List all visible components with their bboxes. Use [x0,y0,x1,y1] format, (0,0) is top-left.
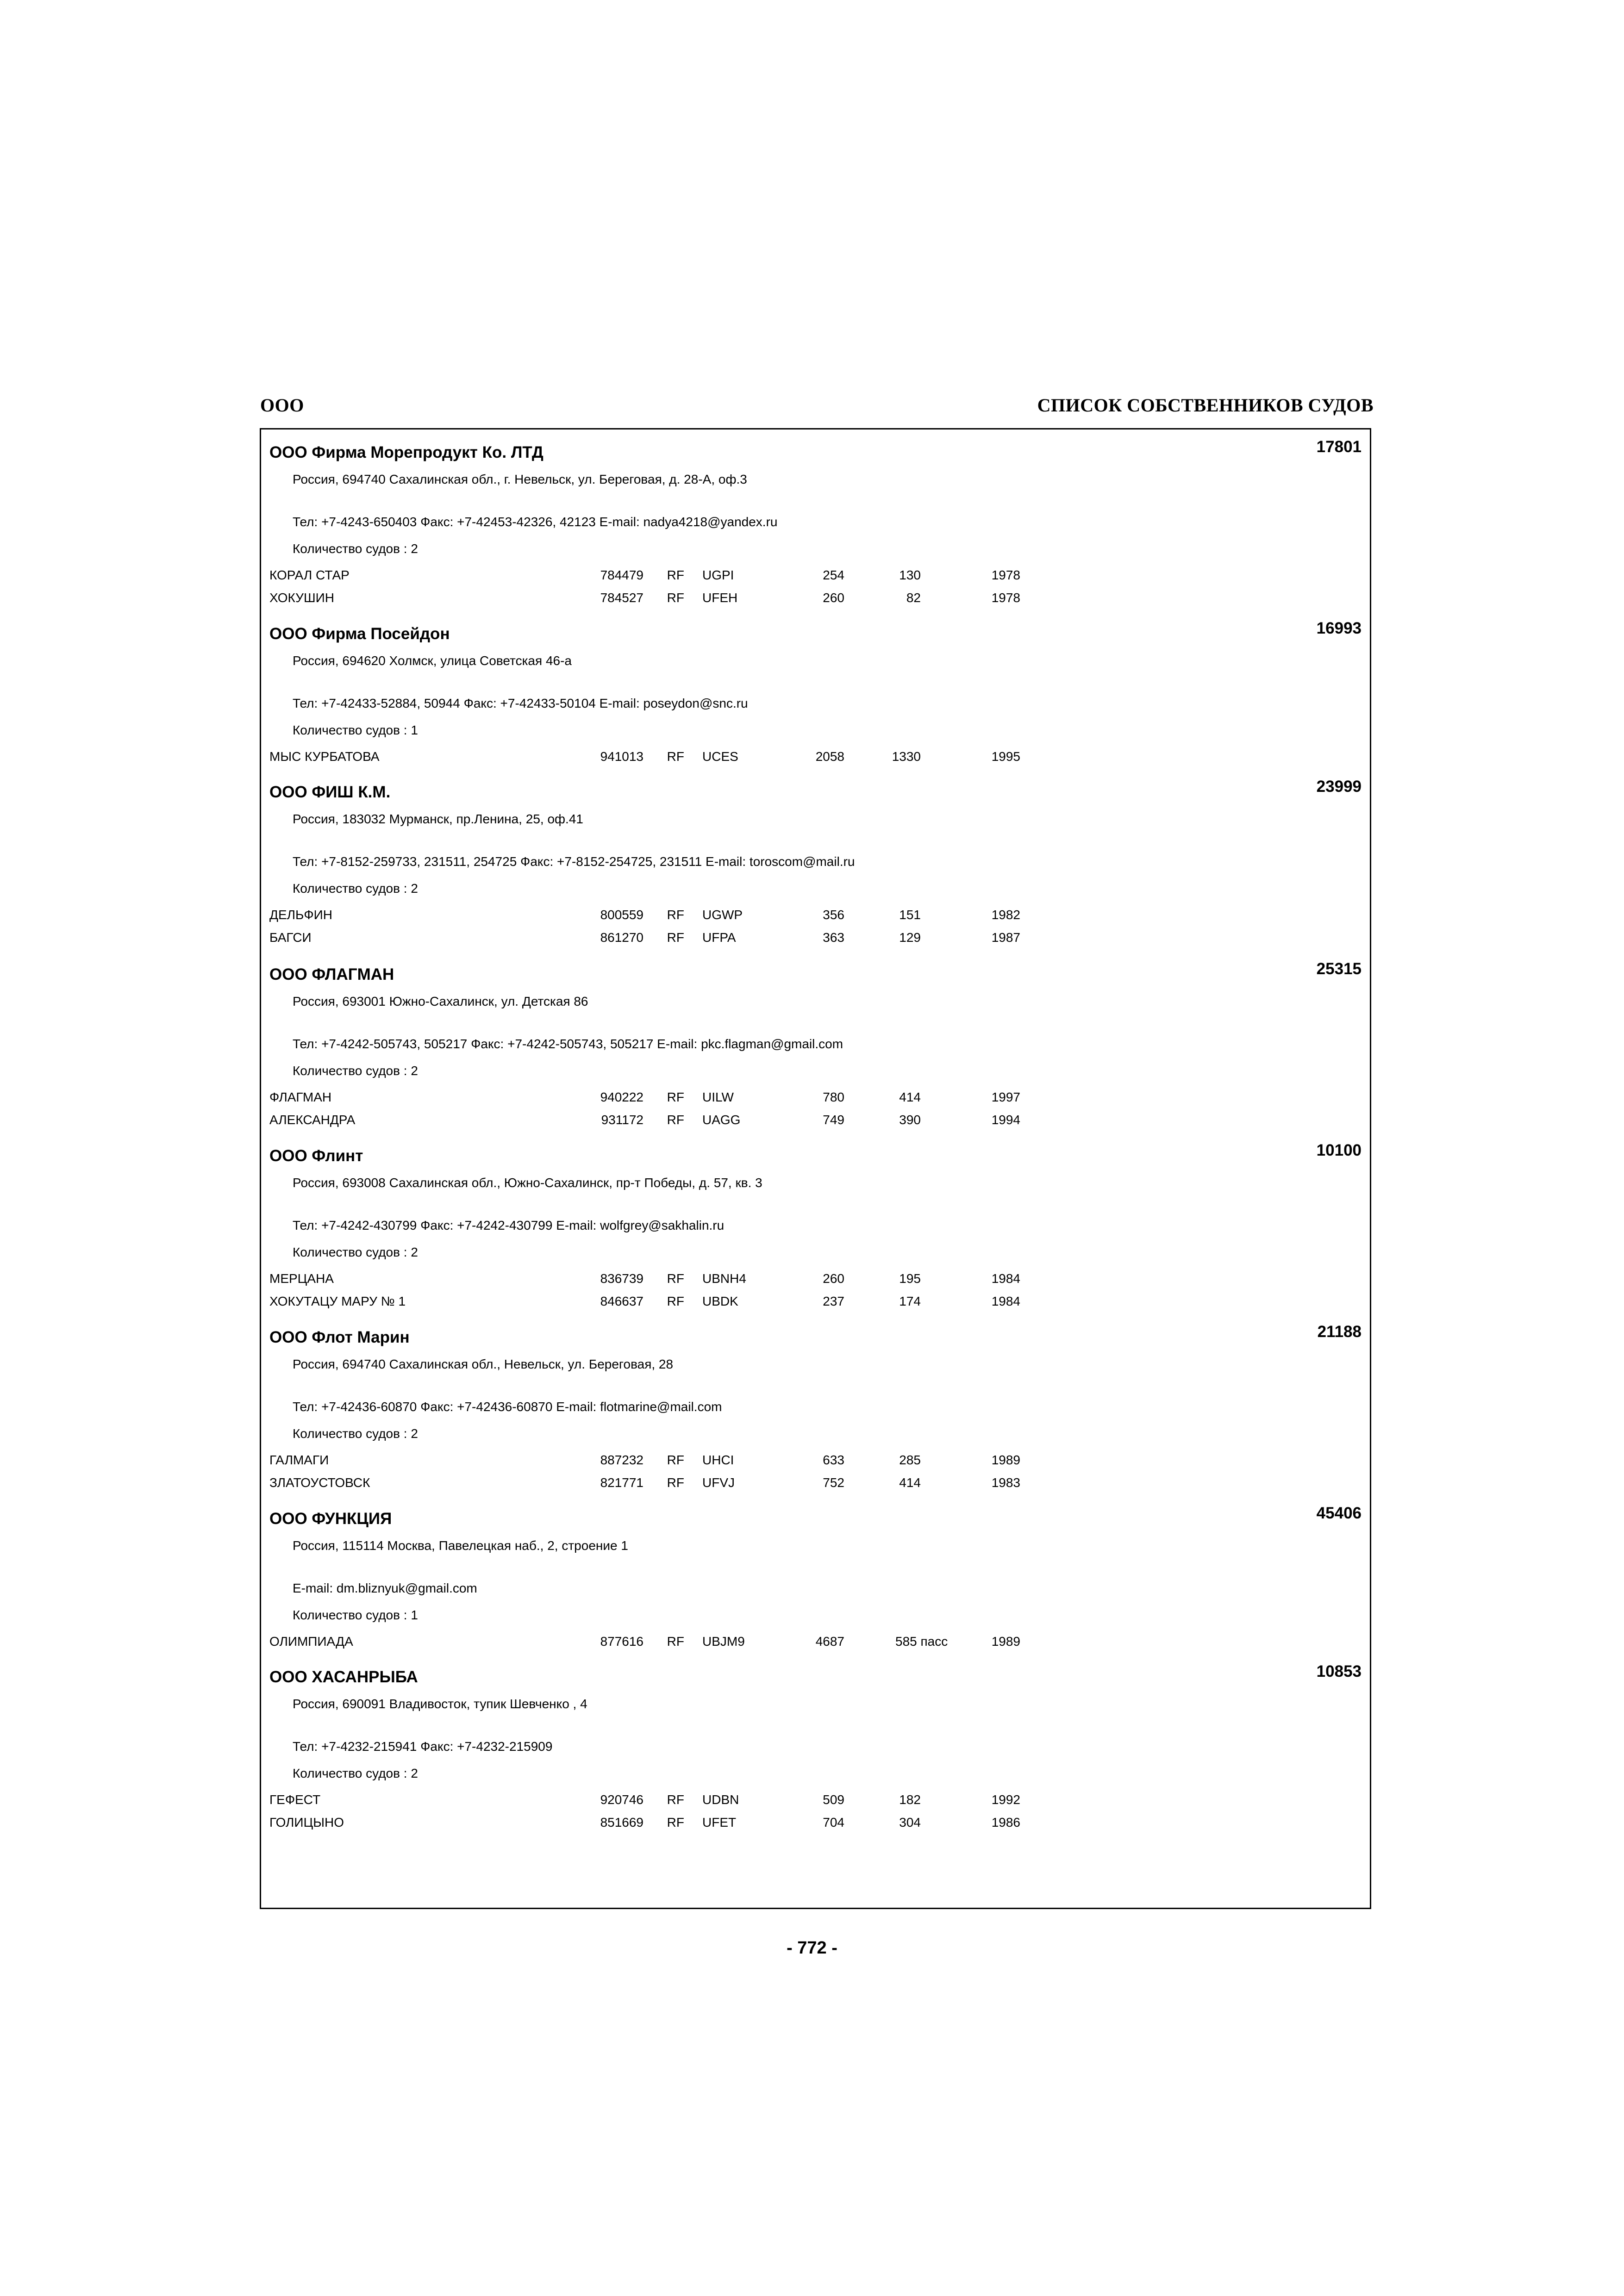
ship-flag: RF [667,749,684,764]
ship-name: ГАЛМАГИ [269,1453,329,1467]
ship-gross-tonnage: 260 [823,591,844,605]
ship-deadweight: 414 [899,1090,921,1104]
company-entry [261,1654,1370,1836]
ship-row [261,1815,1370,1836]
ship-flag: RF [667,1090,684,1104]
company-address: Россия, 693001 Южно-Сахалинск, ул. Детская 86 [293,994,588,1008]
ship-year: 1983 [991,1475,1020,1490]
ship-deadweight: 151 [899,908,921,922]
company-contacts: Тел: +7-4242-505743, 505217 Факс: +7-4242-505743, 505217 E-mail: pkc.flagman@gmail.com [293,1037,843,1051]
ship-flag: RF [667,1271,684,1286]
ship-gross-tonnage: 749 [823,1113,844,1127]
company-name: ООО ФУНКЦИЯ [269,1510,392,1528]
ship-deadweight: 130 [899,568,921,582]
ship-row [261,1634,1370,1655]
ship-gross-tonnage: 2058 [815,749,844,764]
ship-year: 1989 [991,1453,1020,1467]
ship-flag: RF [667,1475,684,1490]
ship-deadweight: 414 [899,1475,921,1490]
company-id: 45406 [1316,1504,1362,1522]
ship-gross-tonnage: 254 [823,568,844,582]
company-name: ООО ФЛАГМАН [269,965,394,983]
ship-callsign: UGWP [702,908,743,922]
ship-gross-tonnage: 260 [823,1271,844,1286]
company-id: 16993 [1316,619,1362,637]
ship-deadweight: 174 [899,1294,921,1308]
running-header-title: СПИСОК СОБСТВЕННИКОВ СУДОВ [1037,395,1374,416]
ship-row [261,908,1370,928]
ship-name: ХОКУШИН [269,591,334,605]
company-id: 23999 [1316,778,1362,796]
ship-count: Количество судов : 1 [293,723,418,737]
ship-year: 1978 [991,591,1020,605]
ship-callsign: UBDK [702,1294,738,1308]
ship-deadweight: 82 [906,591,921,605]
ship-flag: RF [667,1634,684,1649]
ship-callsign: UAGG [702,1113,741,1127]
ship-gross-tonnage: 633 [823,1453,844,1467]
ship-year: 1995 [991,749,1020,764]
ship-number: 800559 [600,908,643,922]
ship-name: ГЕФЕСТ [269,1792,321,1807]
ship-gross-tonnage: 4687 [815,1634,844,1649]
ship-row [261,1792,1370,1813]
ship-flag: RF [667,1453,684,1467]
ship-name: ФЛАГМАН [269,1090,332,1104]
ship-number: 784527 [600,591,643,605]
ship-deadweight: 304 [899,1815,921,1829]
ship-name: КОРАЛ СТАР [269,568,350,582]
ship-gross-tonnage: 509 [823,1792,844,1807]
page-number: - 772 - [787,1938,837,1958]
ship-callsign: UCES [702,749,738,764]
ship-name: ЗЛАТОУСТОВСК [269,1475,370,1490]
ship-number: 940222 [600,1090,643,1104]
ship-gross-tonnage: 752 [823,1475,844,1490]
ship-row [261,568,1370,588]
company-id: 17801 [1316,438,1362,456]
ship-count: Количество судов : 2 [293,1426,418,1441]
ship-year: 1992 [991,1792,1020,1807]
company-id: 25315 [1316,960,1362,978]
company-name: ООО Фирма Морепродукт Ко. ЛТД [269,443,543,461]
ship-deadweight: 1330 [892,749,921,764]
company-id: 10853 [1316,1662,1362,1680]
ship-callsign: UFPA [702,930,736,945]
ship-count: Количество судов : 1 [293,1608,418,1622]
ship-name: АЛЕКСАНДРА [269,1113,356,1127]
ship-callsign: UDBN [702,1792,739,1807]
ship-callsign: UGPI [702,568,734,582]
company-id: 10100 [1316,1141,1362,1159]
ship-year: 1978 [991,568,1020,582]
company-id: 21188 [1317,1323,1362,1341]
running-header-left: ООО [260,395,304,416]
ship-number: 931172 [601,1113,643,1127]
ship-year: 1986 [991,1815,1020,1829]
ship-row [261,1090,1370,1110]
ship-row [261,1475,1370,1496]
ship-gross-tonnage: 780 [823,1090,844,1104]
ship-year: 1984 [991,1294,1020,1308]
ship-deadweight: 129 [899,930,921,945]
ship-name: ГОЛИЦЫНО [269,1815,344,1829]
company-contacts: E-mail: dm.bliznyuk@gmail.com [293,1581,477,1595]
owners-list-frame [260,428,1371,1909]
ship-row [261,1294,1370,1314]
ship-count: Количество судов : 2 [293,1245,418,1259]
company-entry [261,1133,1370,1314]
ship-year: 1984 [991,1271,1020,1286]
ship-row [261,1271,1370,1292]
ship-number: 941013 [600,749,643,764]
company-name: ООО ФИШ К.М. [269,783,391,801]
ship-callsign: UFVJ [702,1475,735,1490]
company-contacts: Тел: +7-42433-52884, 50944 Факс: +7-42433-50104 E-mail: poseydon@snc.ru [293,696,748,710]
company-name: ООО Фирма Посейдон [269,625,450,643]
company-address: Россия, 693008 Сахалинская обл., Южно-Сахалинск, пр-т Победы, д. 57, кв. 3 [293,1176,762,1190]
ship-year: 1994 [991,1113,1020,1127]
ship-year: 1989 [991,1634,1020,1649]
company-entry [261,429,1370,611]
ship-row [261,1453,1370,1473]
ship-number: 846637 [600,1294,643,1308]
ship-gross-tonnage: 356 [823,908,844,922]
ship-flag: RF [667,908,684,922]
ship-year: 1987 [991,930,1020,945]
company-entry [261,611,1370,792]
ship-row [261,749,1370,770]
ship-number: 851669 [600,1815,643,1829]
ship-number: 920746 [600,1792,643,1807]
ship-name: ХОКУТАЦУ МАРУ № 1 [269,1294,406,1308]
ship-callsign: UHCI [702,1453,734,1467]
ship-row [261,591,1370,611]
ship-gross-tonnage: 704 [823,1815,844,1829]
ship-number: 784479 [600,568,643,582]
ship-name: МЫС КУРБАТОВА [269,749,380,764]
ship-flag: RF [667,1792,684,1807]
ship-flag: RF [667,591,684,605]
ship-row [261,1113,1370,1133]
ship-gross-tonnage: 363 [823,930,844,945]
ship-count: Количество судов : 2 [293,1064,418,1078]
ship-callsign: UBNH4 [702,1271,746,1286]
ship-number: 861270 [600,930,643,945]
ship-count: Количество судов : 2 [293,881,418,896]
ship-deadweight: 195 [899,1271,921,1286]
company-contacts: Тел: +7-4232-215941 Факс: +7-4232-215909 [293,1739,553,1754]
ship-name: МЕРЦАНА [269,1271,334,1286]
ship-year: 1997 [991,1090,1020,1104]
ship-row [261,930,1370,951]
ship-number: 821771 [600,1475,643,1490]
ship-flag: RF [667,568,684,582]
ship-name: БАГСИ [269,930,312,945]
company-contacts: Тел: +7-42436-60870 Факс: +7-42436-60870 E-mail: flotmarine@mail.com [293,1400,722,1414]
company-entry [261,952,1370,1133]
ship-count: Количество судов : 2 [293,541,418,556]
ship-name: ОЛИМПИАДА [269,1634,353,1649]
company-address: Россия, 694620 Холмск, улица Советская 46-а [293,653,572,668]
company-address: Россия, 183032 Мурманск, пр.Ленина, 25, оф.41 [293,812,583,826]
company-contacts: Тел: +7-8152-259733, 231511, 254725 Факс: +7-8152-254725, 231511 E-mail: toroscom@mail.ru [293,854,855,869]
ship-flag: RF [667,1294,684,1308]
company-entry [261,769,1370,951]
ship-number: 887232 [600,1453,643,1467]
ship-count: Количество судов : 2 [293,1766,418,1780]
ship-deadweight: 390 [899,1113,921,1127]
ship-number: 836739 [600,1271,643,1286]
ship-flag: RF [667,1113,684,1127]
ship-number: 877616 [600,1634,643,1649]
ship-callsign: UFET [702,1815,737,1829]
company-name: ООО Флинт [269,1147,363,1165]
ship-deadweight: 182 [899,1792,921,1807]
company-contacts: Тел: +7-4242-430799 Факс: +7-4242-430799 E-mail: wolfgrey@sakhalin.ru [293,1218,725,1232]
ship-gross-tonnage: 237 [823,1294,844,1308]
company-entry [261,1496,1370,1677]
ship-flag: RF [667,1815,684,1829]
company-entry [261,1314,1370,1496]
company-address: Россия, 694740 Сахалинская обл., г. Невельск, ул. Береговая, д. 28-А, оф.3 [293,472,747,486]
ship-name: ДЕЛЬФИН [269,908,333,922]
ship-callsign: UBJM9 [702,1634,745,1649]
company-address: Россия, 115114 Москва, Павелецкая наб., 2, строение 1 [293,1538,628,1553]
ship-deadweight: 585 пасс [895,1634,948,1649]
company-contacts: Тел: +7-4243-650403 Факс: +7-42453-42326, 42123 E-mail: nadya4218@yandex.ru [293,515,778,529]
company-address: Россия, 694740 Сахалинская обл., Невельск, ул. Береговая, 28 [293,1357,674,1371]
company-address: Россия, 690091 Владивосток, тупик Шевченко , 4 [293,1697,587,1711]
ship-flag: RF [667,930,684,945]
company-name: ООО Флот Марин [269,1328,410,1346]
ship-deadweight: 285 [899,1453,921,1467]
ship-callsign: UILW [702,1090,734,1104]
ship-year: 1982 [991,908,1020,922]
ship-callsign: UFEH [702,591,738,605]
company-name: ООО ХАСАНРЫБА [269,1668,418,1686]
